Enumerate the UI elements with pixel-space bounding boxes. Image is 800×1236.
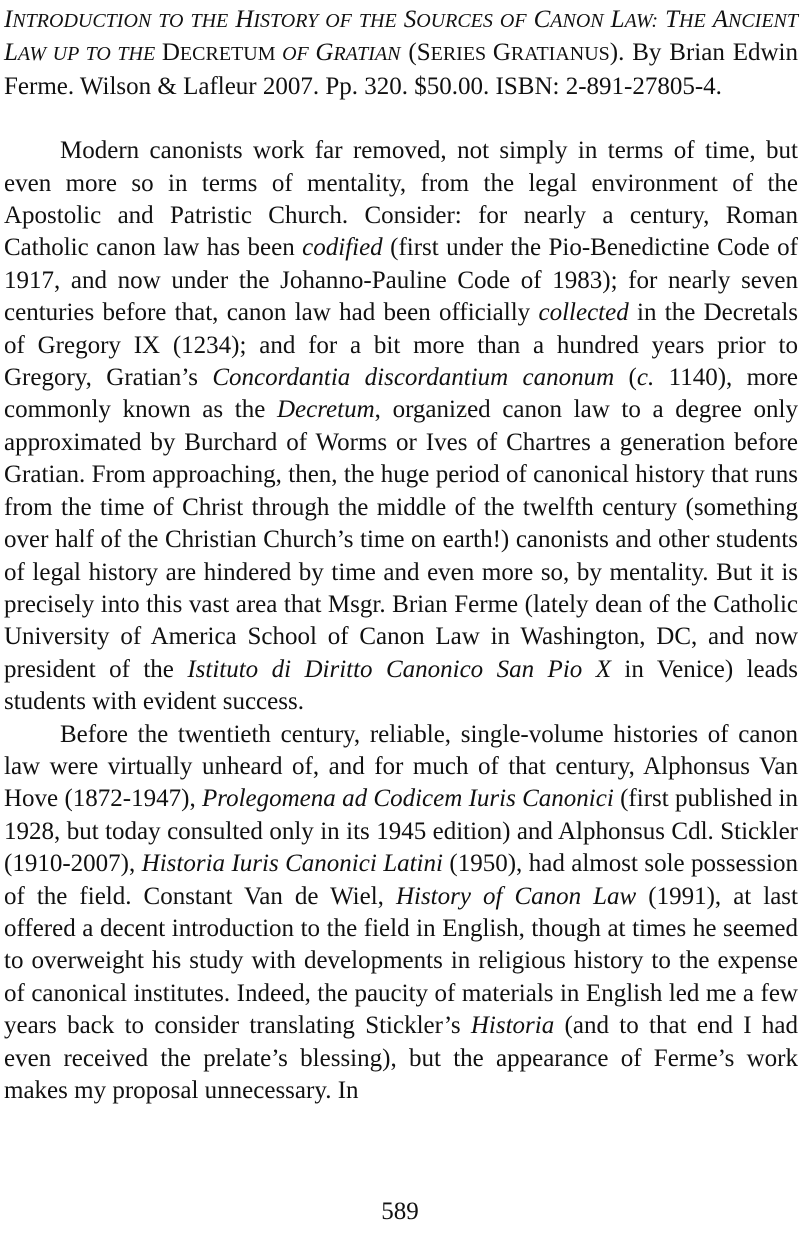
page <box>4 4 798 1107</box>
review-heading: INTRODUCTION TO THE HISTORY OF THE SOURCES OF CANON LAW: THE ANCIENT LAW UP TO THE DECRETUM OF GRATIAN (SERIES GRATIANUS). By Brian Edwin Ferme. Wilson & Lafleur 2007. Pp. 320. $50.00. ISBN: 2-891-27805-4. <box>4 6 799 100</box>
byline: By Brian Edwin Ferme. Wilson & Lafleur 2007. Pp. 320. $50.00. ISBN: 2-891-27805-4. <box>4 39 798 100</box>
paragraph-2: Before the twentieth century, reliable, single-volume histories of canon law were virtually unheard of, and for much of that century, Alphonsus Van Hove (1872-1947), Prolegomena ad Codicem Iuris Canonici (first published in 1928, but today consulted only in its 1945 edition) and Alphonsus Cdl. Stickler (1910-2007), Historia Iuris Canonici Latini (1950), had almost sole possession of the field. Constant Van de Wiel, History of Canon Law (1991), at last offered a decent introduction to the field in English, though at times he seemed to overweight his study with developments in religious history to the expense of canonical institutes. Indeed, the paucity of materials in English led me a few years back to consider translating Stickler’s Historia (and to that end I had even received the prelate’s blessing), but the appearance of Ferme’s work makes my proposal unnecessary. In <box>4 720 799 1104</box>
paragraph-1: Modern canonists work far removed, not simply in terms of time, but even more so in terms of mentality, from the legal environment of the Apostolic and Patristic Church. Consider: for nearly a century, Roman Catholic canon law has been codified (first under the Pio-Benedictine Code of 1917, and now under the Johanno-Pauline Code of 1983); for nearly seven centuries before that, canon law had been officially collected in the Decretals of Gregory IX (1234); and for a bit more than a hundred years prior to Gregory, Gratian’s Concordantia discordantium canonum (c. 1140), more commonly known as the Decretum, organized canon law to a degree only approximated by Burchard of Worms or Ives of Chartres a generation before Gratian. From approaching, then, the huge period of canonical history that runs from the time of Christ through the middle of the twelfth century (something over half of the Christian Church’s time on earth!) canonists and other students of legal history are hindered by time and even more so, by mentality. But it is precisely into this vast area that Msgr. Brian Ferme (lately dean of the Catholic University of America School of Canon Law in Washington, DC, and now president of the Istituto di Diritto Canonico San Pio X in Venice) leads students with evident success. <box>4 137 799 716</box>
page-number: 589 <box>381 1198 419 1225</box>
